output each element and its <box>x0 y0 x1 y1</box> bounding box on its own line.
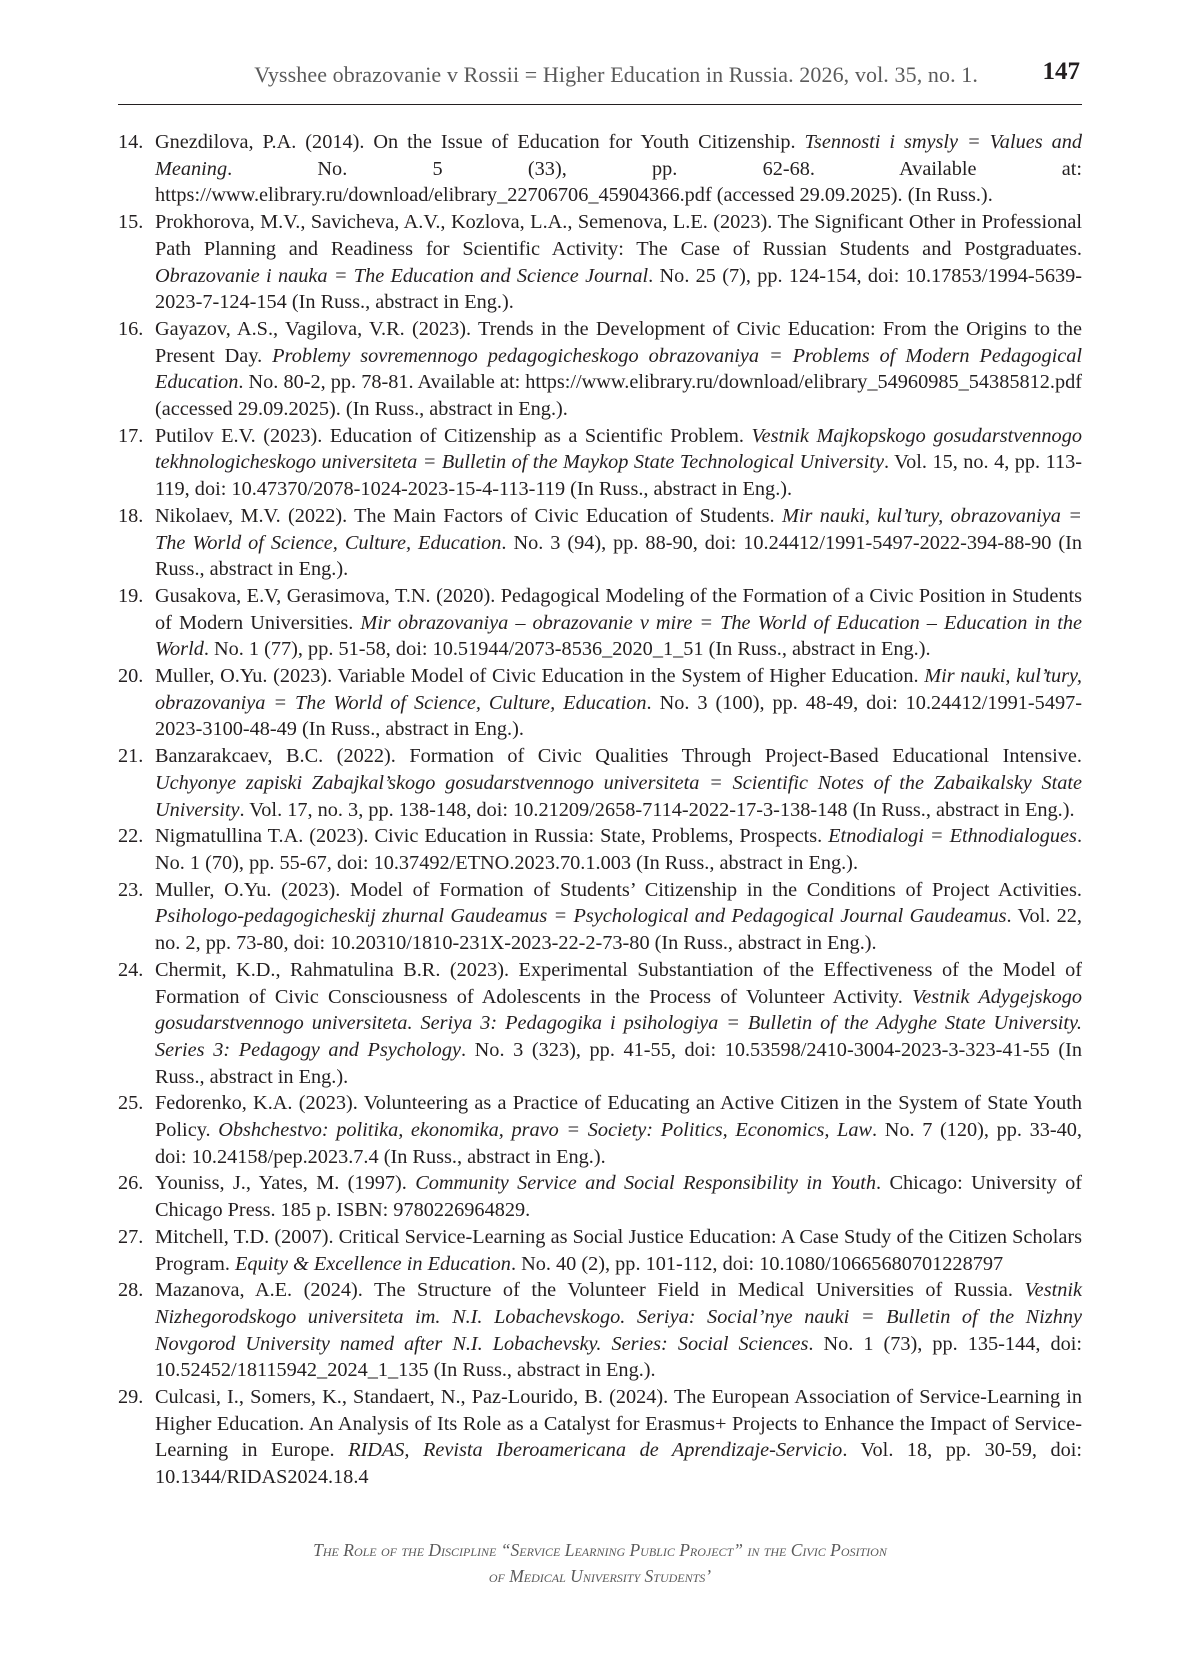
reference-journal: Community Service and Social Responsibility in Youth <box>415 1172 877 1195</box>
reference-journal: Mir nauki, kul’tury, obrazovaniya = The World of Science, Culture, Education <box>155 665 1082 714</box>
reference-item <box>118 316 1082 423</box>
reference-authors-title: Muller, O.Yu. (2023). Variable Model of Civic Education in the System of Higher Education. <box>155 665 925 688</box>
reference-item <box>118 823 1082 876</box>
reference-authors-title: Putilov E.V. (2023). Education of Citizenship as a Scientific Problem. <box>155 424 752 447</box>
reference-item <box>118 877 1082 957</box>
page-footer <box>118 1537 1082 1589</box>
page-header <box>118 58 1082 105</box>
reference-number: 22. <box>118 825 144 848</box>
footer-title-line-1: The Role of the Discipline “Service Learning Public Project” in the Civic Position <box>313 1540 887 1560</box>
reference-journal: Psihologo-pedagogicheskij zhurnal Gaudeamus = Psychological and Pedagogical Journal Gaudeamus <box>155 905 1007 928</box>
running-head: Vysshee obrazovanie v Rossii = Higher Education in Russia. 2026, vol. 35, no. 1. <box>254 62 978 87</box>
reference-details: . Vol. 17, no. 3, pp. 138-148, doi: 10.21209/2658-7114-2022-17-3-138-148 (In Russ., abstract in Eng.). <box>239 798 1075 821</box>
reference-journal: Vestnik Nizhegorodskogo universiteta im. N.I. Lobachevskogo. Seriya: Social’nye nauki = Bulletin of the Nizhny Novgorod University named after N.I. Lobachevsky. Series: Social Sciences <box>155 1279 1082 1355</box>
reference-authors-title: Banzarakcaev, B.C. (2022). Formation of Civic Qualities Through Project-Based Educational Intensive. <box>155 745 1082 768</box>
reference-item <box>118 423 1082 503</box>
reference-journal: Equity & Excellence in Education <box>235 1252 511 1275</box>
reference-authors-title: Gusakova, E.V, Gerasimova, T.N. (2020). Pedagogical Modeling of the Formation of a Civic Position in Students of Modern Universities. <box>155 584 1082 634</box>
reference-details: . No. 3 (94), pp. 88-90, doi: 10.24412/1991-5497-2022-394-88-90 (In Russ., abstract in Eng.). <box>155 531 1082 581</box>
reference-details: . No. 80-2, pp. 78-81. Available at: https://www.elibrary.ru/download/elibrary_54960985_54385812.pdf (accessed 29.09.2025). (In Russ., abstract in Eng.). <box>155 371 1082 421</box>
reference-number: 15. <box>118 211 144 234</box>
reference-details: . No. 5 (33), pp. 62-68. Available at: https://www.elibrary.ru/download/elibrary_22706706_45904366.pdf (accessed 29.09.2025). (In Russ.). <box>155 157 1082 207</box>
reference-number: 19. <box>118 584 144 607</box>
reference-number: 17. <box>118 424 144 447</box>
reference-number: 16. <box>118 317 144 340</box>
reference-details: . Vol. 22, no. 2, pp. 73-80, doi: 10.20310/1810-231X-2023-22-2-73-80 (In Russ., abstract in Eng.). <box>155 905 1082 955</box>
reference-number: 28. <box>118 1279 144 1302</box>
reference-authors-title: Fedorenko, K.A. (2023). Volunteering as a Practice of Educating an Active Citizen in the System of State Youth Policy. <box>155 1092 1082 1142</box>
reference-item <box>118 743 1082 823</box>
reference-journal: Uchyonye zapiski Zabajkal’skogo gosudarstvennogo universiteta = Scientific Notes of the Zabaikalsky State University <box>155 771 1082 821</box>
reference-details: . No. 3 (100), pp. 48-49, doi: 10.24412/1991-5497-2023-3100-48-49 (In Russ., abstract in Eng.). <box>155 691 1082 741</box>
reference-journal: Mir nauki, kul’tury, obrazovaniya = The World of Science, Culture, Education <box>155 504 1082 554</box>
reference-item <box>118 503 1082 583</box>
reference-item <box>118 663 1082 743</box>
reference-item <box>118 1277 1082 1384</box>
reference-number: 20. <box>118 665 144 688</box>
reference-details: . No. 7 (120), pp. 33-40, doi: 10.24158/pep.2023.7.4 (In Russ., abstract in Eng.). <box>155 1119 1082 1168</box>
reference-item <box>118 1170 1082 1223</box>
reference-list <box>118 129 1082 1491</box>
reference-details: . Chicago: University of Chicago Press. 185 p. ISBN: 9780226964829. <box>155 1172 1083 1222</box>
reference-details: . Vol. 18, pp. 30-59, doi: 10.1344/RIDAS2024.18.4 <box>155 1439 1082 1489</box>
reference-authors-title: Muller, O.Yu. (2023). Model of Formation of Students’ Citizenship in the Conditions of Project Activities. <box>155 878 1082 901</box>
reference-authors-title: Youniss, J., Yates, M. (1997). <box>155 1172 416 1195</box>
reference-number: 14. <box>118 131 144 153</box>
reference-number: 18. <box>118 504 144 527</box>
reference-number: 26. <box>118 1172 144 1195</box>
reference-journal: Mir obrazovaniya – obrazovanie v mire = The World of Education – Education in the World <box>155 611 1082 661</box>
reference-journal: Obrazovanie i nauka = The Education and Science Journal <box>155 264 649 287</box>
reference-authors-title: Gnezdilova, P.A. (2014). On the Issue of Education for Youth Citizenship. <box>155 131 805 153</box>
reference-number: 23. <box>118 878 144 901</box>
reference-authors-title: Mitchell, T.D. (2007). Critical Service-Learning as Social Justice Education: A Case Study of the Citizen Scholars Program. <box>155 1225 1082 1275</box>
reference-authors-title: Chermit, K.D., Rahmatulina B.R. (2023). Experimental Substantiation of the Effectiveness of the Model of Formation of Civic Consciousness of Adolescents in the Process of Volunteer Activity. <box>155 958 1082 1008</box>
footer-title-line-2: of Medical University Students’ <box>488 1566 712 1586</box>
reference-authors-title: Nigmatullina T.A. (2023). Civic Education in Russia: State, Problems, Prospects. <box>155 825 829 848</box>
reference-number: 24. <box>118 958 144 981</box>
reference-details: . No. 40 (2), pp. 101-112, doi: 10.1080/10665680701228797 <box>510 1252 1004 1275</box>
reference-details: . No. 1 (70), pp. 55-67, doi: 10.37492/ETNO.2023.70.1.003 (In Russ., abstract in Eng.). <box>155 825 1083 874</box>
reference-number: 25. <box>118 1092 144 1115</box>
page-number: 147 <box>1042 58 1080 85</box>
reference-journal: Obshchestvo: politika, ekonomika, pravo = Society: Politics, Economics, Law <box>218 1119 873 1142</box>
reference-journal: Etnodialogi = Ethnodialogues <box>828 825 1077 848</box>
reference-item <box>118 209 1082 316</box>
reference-number: 21. <box>118 745 144 768</box>
reference-details: . No. 25 (7), pp. 124-154, doi: 10.17853/1994-5639-2023-7-124-154 (In Russ., abstract in Eng.). <box>155 264 1082 314</box>
reference-journal: Problemy sovremennogo pedagogicheskogo obrazovaniya = Problems of Modern Pedagogical Education <box>155 344 1082 394</box>
reference-authors-title: Culcasi, I., Somers, K., Standaert, N., Paz-Lourido, B. (2024). The European Association of Service-Learning in Higher Education. An Analysis of Its Role as a Catalyst for Erasmus+ Projects to Enhance the Impact of Service-Learning in Europe. <box>155 1386 1082 1462</box>
reference-authors-title: Gayazov, A.S., Vagilova, V.R. (2023). Trends in the Development of Civic Education: From the Origins to the Present Day. <box>155 317 1082 367</box>
reference-authors-title: Nikolaev, M.V. (2022). The Main Factors of Civic Education of Students. <box>155 504 782 527</box>
reference-details: . No. 1 (73), pp. 135-144, doi: 10.52452/18115942_2024_1_135 (In Russ., abstract in Eng.). <box>155 1332 1082 1382</box>
reference-number: 29. <box>118 1386 144 1409</box>
reference-details: . Vol. 15, no. 4, pp. 113-119, doi: 10.47370/2078-1024-2023-15-4-113-119 (In Russ., abstract in Eng.). <box>155 451 1082 501</box>
reference-item <box>118 583 1082 663</box>
reference-journal: RIDAS, Revista Iberoamericana de Aprendizaje-Servicio <box>348 1439 843 1462</box>
reference-journal: Vestnik Majkopskogo gosudarstvennogo tekhnologicheskogo universiteta = Bulletin of the Maykop State Technological University <box>155 424 1082 474</box>
reference-number: 27. <box>118 1225 144 1248</box>
reference-authors-title: Prokhorova, M.V., Savicheva, A.V., Kozlova, L.A., Semenova, L.E. (2023). The Significant Other in Professional Path Planning and Readiness for Scientific Activity: The Case of Russian Students and Postgraduates. <box>155 211 1082 260</box>
reference-journal: Vestnik Adygejskogo gosudarstvennogo universiteta. Seriya 3: Pedagogika i psihologiya = Bulletin of the Adyghe State University. Series 3: Pedagogy and Psychology <box>155 985 1082 1061</box>
reference-item <box>118 957 1082 1091</box>
reference-item <box>118 129 1082 209</box>
reference-details: . No. 3 (323), pp. 41-55, doi: 10.53598/2410-3004-2023-3-323-41-55 (In Russ., abstract in Eng.). <box>155 1038 1082 1088</box>
reference-journal: Tsennosti i smysly = Values and Meaning <box>155 131 1082 180</box>
reference-item <box>118 1384 1082 1491</box>
reference-item <box>118 1090 1082 1170</box>
reference-details: . No. 1 (77), pp. 51-58, doi: 10.51944/2073-8536_2020_1_51 (In Russ., abstract in Eng.). <box>203 638 931 661</box>
reference-item <box>118 1224 1082 1277</box>
reference-authors-title: Mazanova, A.E. (2024). The Structure of the Volunteer Field in Medical Universities of Russia. <box>155 1279 1025 1302</box>
